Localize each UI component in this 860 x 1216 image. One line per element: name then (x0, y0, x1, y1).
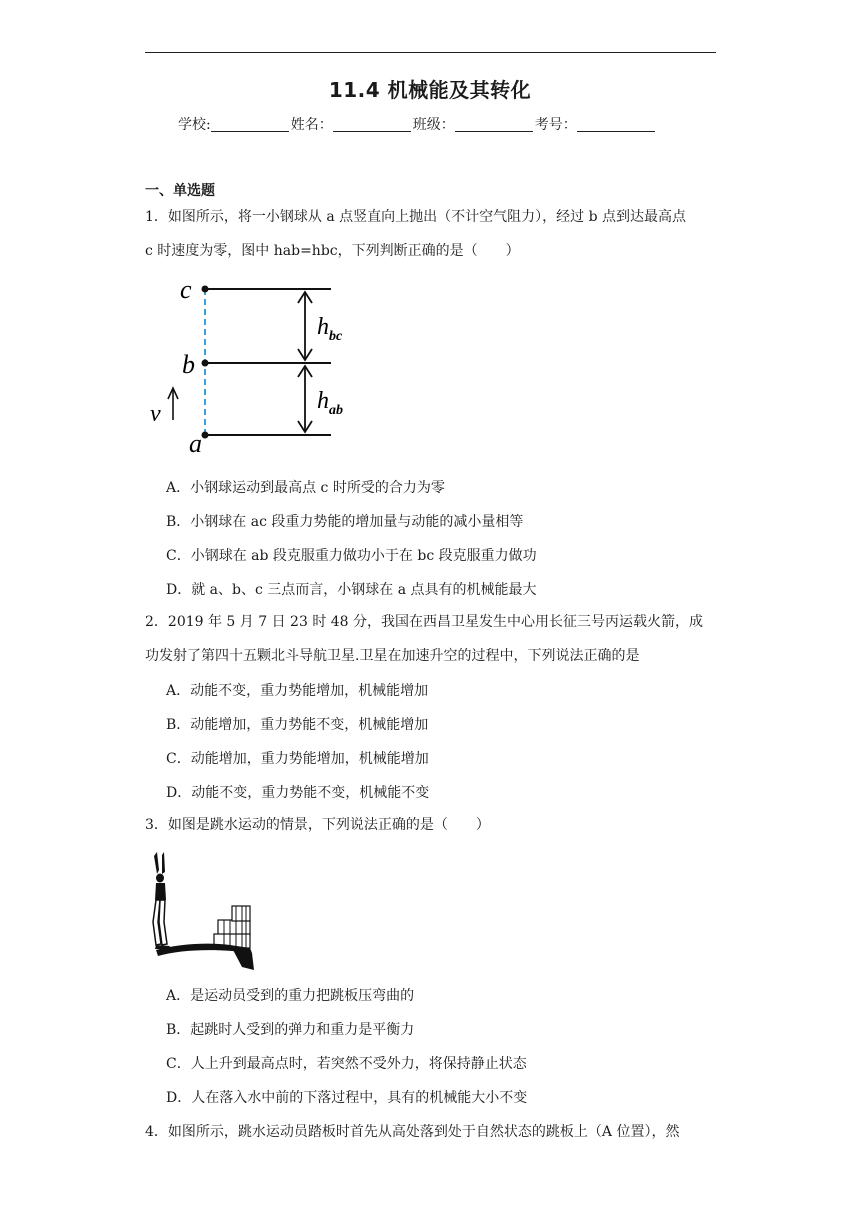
name-blank[interactable] (333, 117, 411, 132)
q3-stem: 3．如图是跳水运动的情景，下列说法正确的是（ ） (145, 817, 490, 833)
q2-option-b[interactable]: B．动能增加，重力势能不变，机械能增加 (166, 717, 429, 733)
exam-number-label: 考号： (534, 117, 577, 133)
school-label: 学校: (178, 117, 211, 133)
class-label: 班级： (412, 117, 455, 133)
q3-option-b[interactable]: B．起跳时人受到的弹力和重力是平衡力 (166, 1022, 415, 1038)
diver-silhouette (153, 852, 170, 949)
q2-option-a[interactable]: A．动能不变，重力势能增加，机械能增加 (166, 683, 429, 699)
q2-stem-line1: 2．2019 年 5 月 7 日 23 时 48 分，我国在西昌卫星发生中心用长征三号丙运载火箭，成 (145, 614, 704, 630)
q1-option-a[interactable]: A．小钢球运动到最高点 c 时所受的合力为零 (166, 480, 445, 496)
q3-option-c[interactable]: C．人上升到最高点时，若突然不受外力，将保持静止状态 (166, 1056, 527, 1072)
springboard-stand (214, 906, 250, 948)
height-ab-label: $h_{ab}$ (317, 388, 343, 418)
point-b-label: b (182, 350, 195, 379)
exam-number-blank[interactable] (577, 117, 655, 132)
school-blank[interactable] (211, 117, 289, 132)
student-info-line (178, 114, 657, 134)
q3-option-a[interactable]: A．是运动员受到的重力把跳板压弯曲的 (166, 988, 415, 1004)
name-label: 姓名： (290, 117, 333, 133)
q3-figure-diver-springboard (148, 850, 258, 972)
velocity-label: v (150, 401, 161, 427)
point-a-label: a (189, 429, 202, 458)
q2-option-d[interactable]: D．动能不变，重力势能不变，机械能不变 (166, 785, 430, 801)
q1-option-d[interactable]: D．就 a、b、c 三点而言，小钢球在 a 点具有的机械能最大 (166, 582, 537, 598)
class-blank[interactable] (455, 117, 533, 132)
q2-option-c[interactable]: C．动能增加，重力势能增加，机械能增加 (166, 751, 429, 767)
q3-option-d[interactable]: D．人在落入水中前的下落过程中，具有的机械能大小不变 (166, 1090, 528, 1106)
q1-stem-line2: c 时速度为零，图中 hab=hbc，下列判断正确的是（ ） (145, 243, 520, 259)
point-c-dot (202, 286, 209, 293)
point-a-dot (202, 432, 209, 439)
point-b-dot (202, 360, 209, 367)
q1-figure-ball-heights (148, 272, 348, 462)
page-title: 11.4 机械能及其转化 (328, 78, 532, 102)
q1-option-c[interactable]: C．小钢球在 ab 段克服重力做功小于在 bc 段克服重力做功 (166, 548, 537, 564)
top-rule (145, 52, 716, 53)
q1-stem-line1: 1．如图所示，将一小钢球从 a 点竖直向上抛出（不计空气阻力），经过 b 点到达最高点 (145, 209, 687, 225)
height-bc-label: $h_{bc}$ (317, 314, 343, 344)
q1-option-b[interactable]: B．小钢球在 ac 段重力势能的增加量与动能的减小量相等 (166, 514, 524, 530)
q4-stem-line1: 4．如图所示，跳水运动员踏板时首先从高处落到处于自然状态的跳板上（A 位置），然 (145, 1124, 680, 1140)
section-title: 一、单选题 (145, 183, 215, 199)
point-c-label: c (180, 275, 192, 304)
q2-stem-line2: 功发射了第四十五颗北斗导航卫星.卫星在加速升空的过程中，下列说法正确的是 (145, 648, 640, 664)
